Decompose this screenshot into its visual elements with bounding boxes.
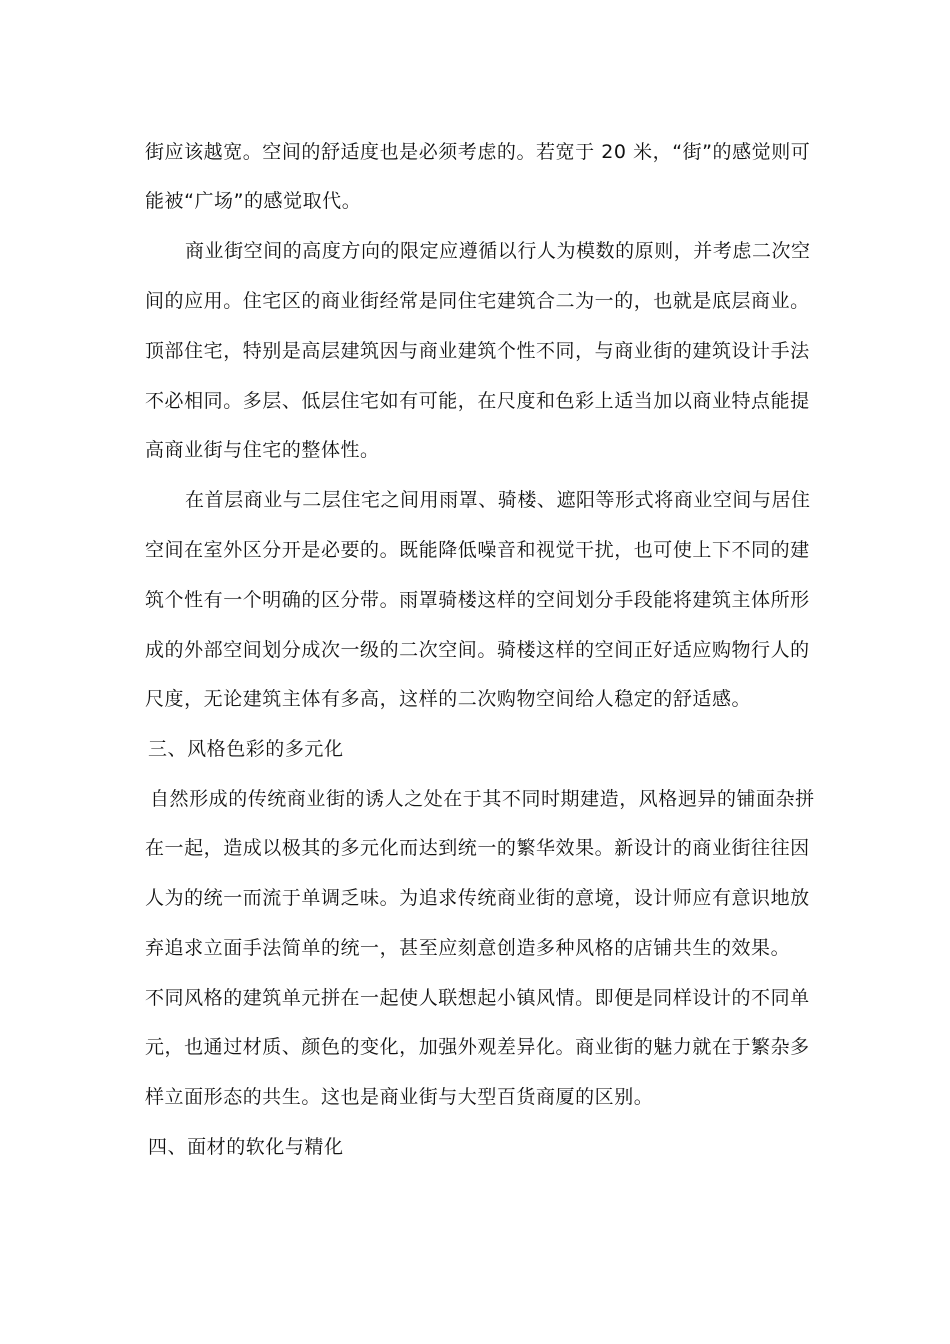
paragraph-line: 人为的统一而流于单调乏味。为追求传统商业街的意境，设计师应有意识地放 — [145, 887, 810, 909]
paragraph-line: 在首层商业与二层住宅之间用雨罩、骑楼、遮阳等形式将商业空间与居住 — [185, 489, 811, 511]
paragraph-line: 弃追求立面手法简单的统一，甚至应刻意创造多种风格的店铺共生的效果。 — [145, 937, 791, 959]
paragraph-line: 在一起，造成以极其的多元化而达到统一的繁华效果。新设计的商业街往往因 — [145, 837, 810, 859]
paragraph-line: 能被“广场”的感觉取代。 — [145, 190, 362, 212]
section-heading: 四、面材的软化与精化 — [148, 1136, 344, 1158]
paragraph-line: 筑个性有一个明确的区分带。雨罩骑楼这样的空间划分手段能将建筑主体所形 — [145, 589, 810, 611]
paragraph-line: 顶部住宅，特别是高层建筑因与商业建筑个性不同，与商业街的建筑设计手法 — [145, 340, 810, 362]
paragraph-line: 元，也通过材质、颜色的变化，加强外观差异化。商业街的魅力就在于繁杂多 — [145, 1036, 810, 1058]
paragraph-line: 自然形成的传统商业街的诱人之处在于其不同时期建造，风格迥异的铺面杂拼 — [150, 788, 815, 810]
paragraph-line: 间的应用。住宅区的商业街经常是同住宅建筑合二为一的，也就是底层商业。 — [145, 290, 810, 312]
paragraph-line: 样立面形态的共生。这也是商业街与大型百货商厦的区别。 — [145, 1086, 654, 1108]
section-heading: 三、风格色彩的多元化 — [148, 738, 344, 760]
paragraph-line: 成的外部空间划分成次一级的二次空间。骑楼这样的空间正好适应购物行人的 — [145, 639, 810, 661]
paragraph-line: 街应该越宽。空间的舒适度也是必须考虑的。若宽于 20 米，“街”的感觉则可 — [145, 141, 811, 163]
paragraph-line: 高商业街与住宅的整体性。 — [145, 439, 380, 461]
paragraph-line: 空间在室外区分开是必要的。既能降低噪音和视觉干扰，也可使上下不同的建 — [145, 539, 810, 561]
paragraph-line: 商业街空间的高度方向的限定应遵循以行人为模数的原则，并考虑二次空 — [185, 240, 811, 262]
paragraph-line: 不必相同。多层、低层住宅如有可能，在尺度和色彩上适当加以商业特点能提 — [145, 390, 810, 412]
paragraph-line: 不同风格的建筑单元拼在一起使人联想起小镇风情。即便是同样设计的不同单 — [145, 987, 810, 1009]
paragraph-line: 尺度，无论建筑主体有多高，这样的二次购物空间给人稳定的舒适感。 — [145, 688, 752, 710]
